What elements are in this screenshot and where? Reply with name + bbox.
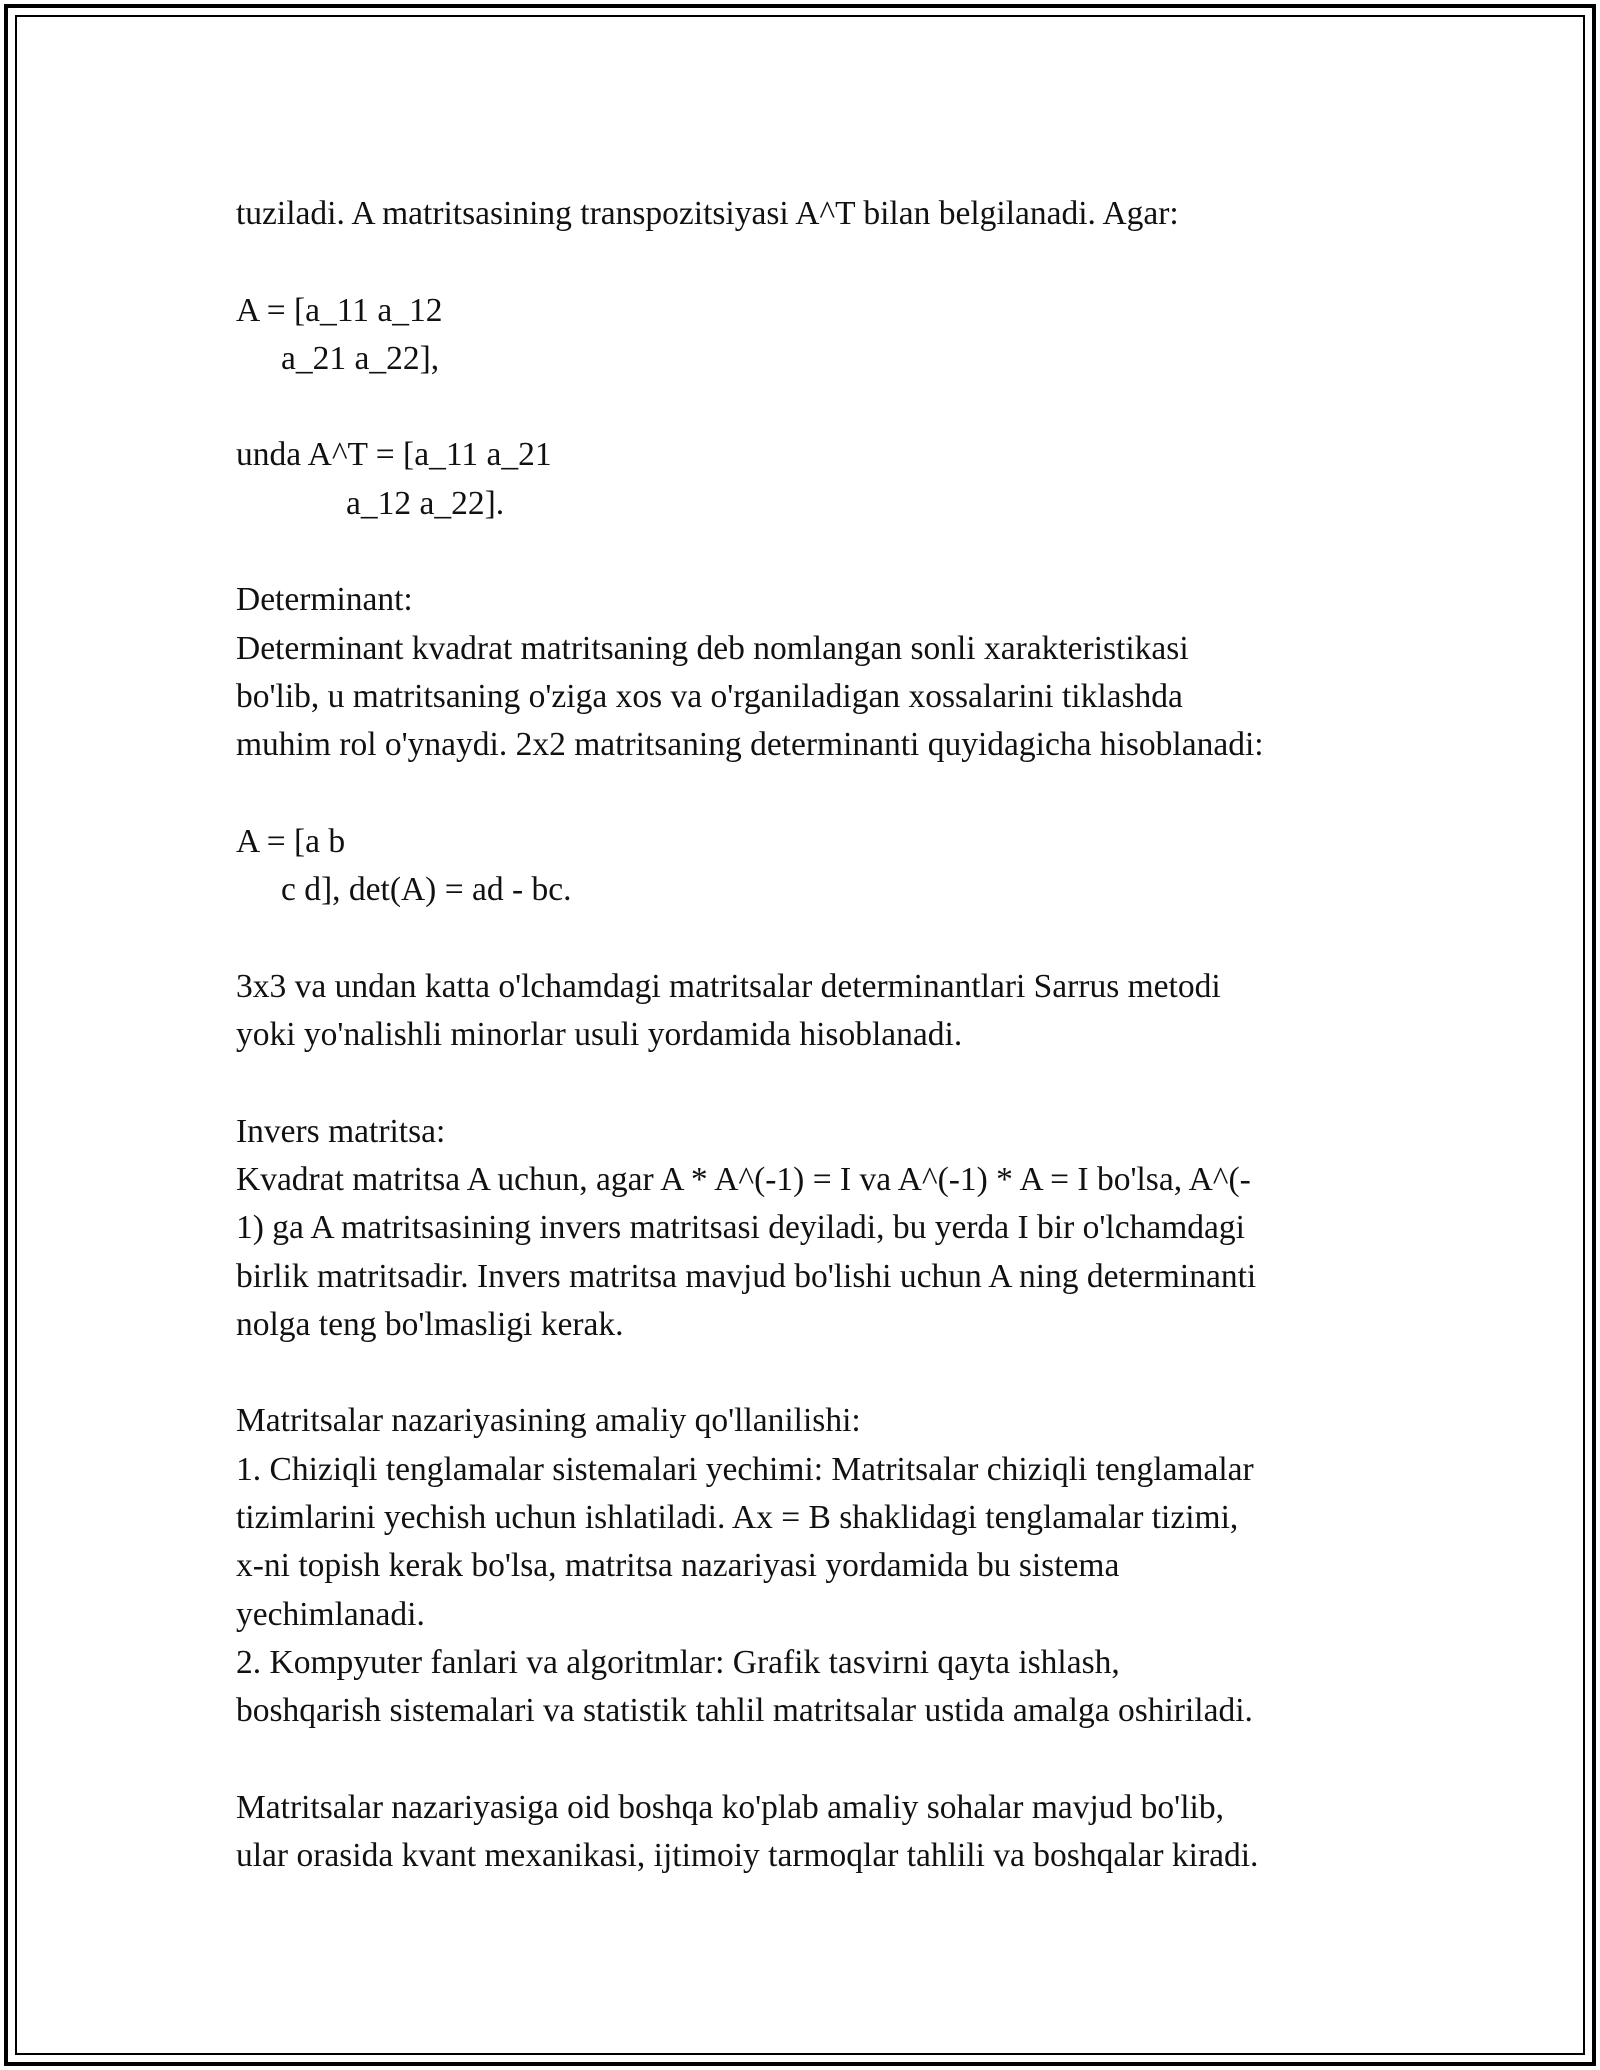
- inverse-paragraph-line: 1) ga A matritsasining invers matritsasi deyiladi, bu yerda I bir o'lchamdagi: [236, 1209, 1245, 1247]
- intro-line: tuziladi. A matritsasining transpozitsiyasi A^T bilan belgilanadi. Agar:: [236, 195, 1179, 232]
- matrix-at-line-1: unda A^T = [a_11 a_21: [236, 436, 552, 474]
- inverse-heading: Invers matritsa:: [236, 1112, 446, 1150]
- determinant-formula-line-2: c d], det(A) = ad - bc.: [281, 871, 572, 909]
- spacer: [236, 383, 1396, 431]
- determinant-heading: Determinant:: [236, 581, 413, 619]
- matrix-a-line-1: A = [a_11 a_12: [236, 291, 443, 329]
- spacer: [236, 1059, 1396, 1107]
- applications-heading: Matritsalar nazariyasining amaliy qo'llanilishi:: [236, 1402, 861, 1440]
- spacer: [236, 528, 1396, 576]
- application-item-1-line: 1. Chiziqli tenglamalar sistemalari yechimi: Matritsalar chiziqli tenglamalar: [236, 1450, 1254, 1488]
- sarrus-paragraph-line: yoki yo'nalishli minorlar usuli yordamida hisoblanadi.: [236, 1016, 963, 1054]
- spacer: [236, 1736, 1396, 1784]
- application-item-1-line: yechimlanadi.: [236, 1595, 425, 1633]
- application-item-2-line: boshqarish sistemalari va statistik tahlil matritsalar ustida amalga oshiriladi.: [236, 1692, 1253, 1730]
- spacer: [236, 914, 1396, 962]
- sarrus-paragraph-line: 3x3 va undan katta o'lchamdagi matritsalar determinantlari Sarrus metodi: [236, 967, 1221, 1005]
- matrix-at-line-2: a_12 a_22].: [346, 484, 505, 522]
- application-item-1-line: x-ni topish kerak bo'lsa, matritsa nazariyasi yordamida bu sistema: [236, 1547, 1120, 1585]
- inverse-paragraph-line: nolga teng bo'lmasligi kerak.: [236, 1305, 624, 1343]
- determinant-paragraph-line: Determinant kvadrat matritsaning deb nomlangan sonli xarakteristikasi: [236, 629, 1189, 667]
- determinant-formula-line-1: A = [a b: [236, 822, 346, 860]
- spacer: [236, 1349, 1396, 1397]
- application-item-1-line: tizimlarini yechish uchun ishlatiladi. Ax = B shaklidagi tenglamalar tizimi,: [236, 1499, 1239, 1537]
- spacer: [236, 770, 1396, 818]
- closing-paragraph-line: ular orasida kvant mexanikasi, ijtimoiy tarmoqlar tahlili va boshqalar kiradi.: [236, 1837, 1259, 1875]
- closing-paragraph-line: Matritsalar nazariyasiga oid boshqa ko'plab amaliy sohalar mavjud bo'lib,: [236, 1788, 1224, 1826]
- determinant-paragraph-line: muhim rol o'ynaydi. 2x2 matritsaning determinanti quyidagicha hisoblanadi:: [236, 726, 1264, 764]
- matrix-a-line-2: a_21 a_22],: [281, 339, 440, 377]
- document-body: [236, 190, 1396, 1880]
- inverse-paragraph-line: Kvadrat matritsa A uchun, agar A * A^(-1) = I va A^(-1) * A = I bo'lsa, A^(-: [236, 1160, 1251, 1198]
- determinant-paragraph-line: bo'lib, u matritsaning o'ziga xos va o'rganiladigan xossalarini tiklashda: [236, 677, 1183, 715]
- inverse-paragraph-line: birlik matritsadir. Invers matritsa mavjud bo'lishi uchun A ning determinanti: [236, 1257, 1257, 1295]
- application-item-2-line: 2. Kompyuter fanlari va algoritmlar: Grafik tasvirni qayta ishlash,: [236, 1643, 1120, 1681]
- spacer: [236, 238, 1396, 286]
